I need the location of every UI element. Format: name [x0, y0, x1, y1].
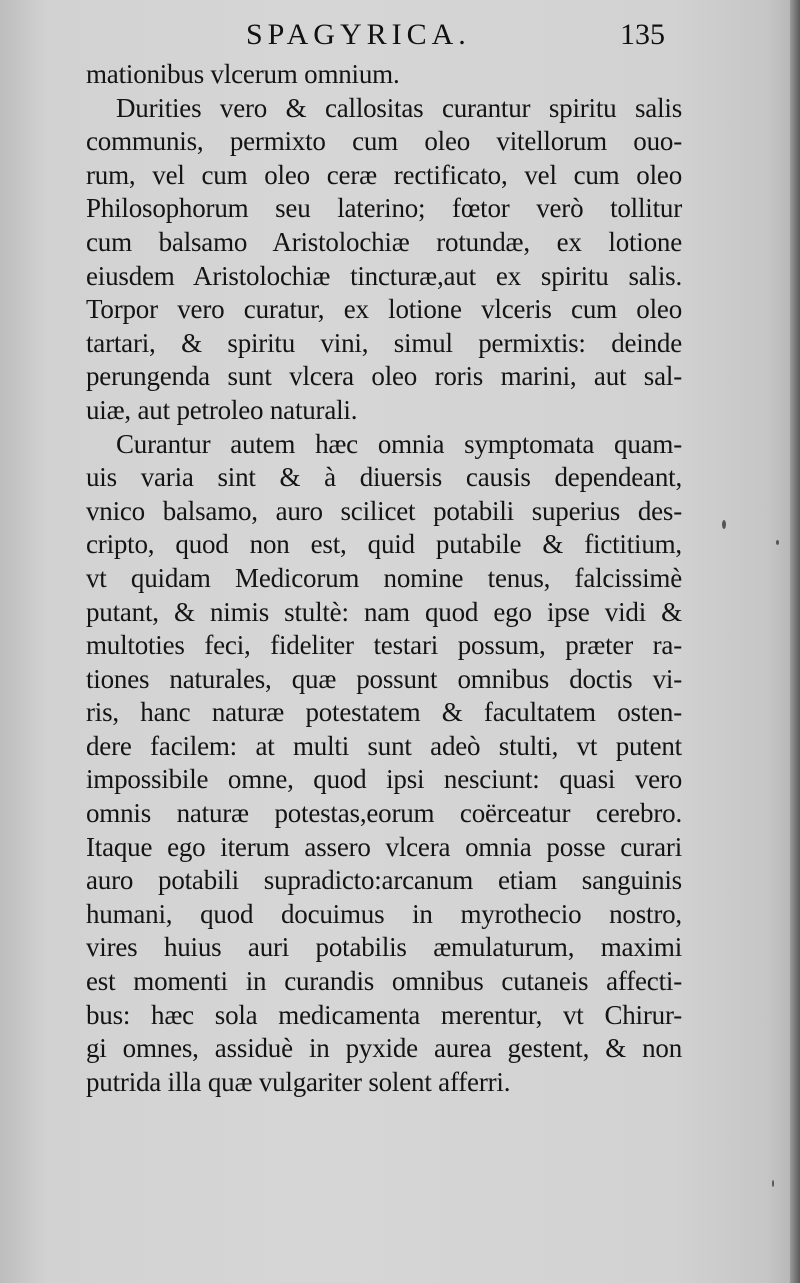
- text-line: communis, permixto cum oleo vitellorum ouo-: [86, 126, 682, 157]
- text-line: mationibus vlcerum omnium.: [86, 59, 400, 89]
- text-line: omnis naturæ potestas,eorum coërceatur cerebro.: [86, 798, 682, 829]
- text-line: putrida illa quæ vulgariter solent afferri.: [86, 1066, 511, 1097]
- text-line: vt quidam Medicorum nomine tenus, falcissimè: [86, 562, 682, 593]
- running-head-title: SPAGYRICA.: [246, 18, 471, 51]
- text-line: rum, vel cum oleo ceræ rectificato, vel cum oleo: [86, 159, 682, 190]
- text-line: putant, & nimis stultè: nam quod ego ipse vidi &: [86, 596, 682, 627]
- text-line: bus: hæc sola medicamenta merentur, vt Chirur-: [86, 999, 682, 1030]
- text-line: humani, quod docuimus in myrothecio nostro,: [86, 898, 682, 929]
- body-text: [86, 58, 682, 1099]
- ink-speck: [722, 520, 726, 529]
- text-line: Philosophorum seu laterino; fœtor verò tollitur: [86, 193, 682, 224]
- text-line: vires huius auri potabilis æmulaturum, maximi: [86, 932, 682, 963]
- text-line: auro potabili supradicto:arcanum etiam sanguinis: [86, 865, 682, 896]
- ink-speck: [772, 1180, 774, 1187]
- text-line: cum balsamo Aristolochiæ rotundæ, ex lotione: [86, 226, 682, 257]
- text-line: uiæ, aut petroleo naturali.: [86, 394, 358, 425]
- running-head: [90, 18, 690, 58]
- text-line: uis varia sint & à diuersis causis dependeant,: [86, 462, 682, 493]
- text-line: impossibile omne, quod ipsi nesciunt: quasi vero: [86, 764, 682, 795]
- text-line: Curantur autem hæc omnia symptomata quam-: [116, 428, 682, 459]
- text-line: est momenti in curandis omnibus cutaneis affecti-: [86, 966, 682, 997]
- text-line: cripto, quod non est, quid putabile & fictitium,: [86, 529, 682, 560]
- text-line: gi omnes, assiduè in pyxide aurea gestent, & non: [86, 1033, 682, 1064]
- text-line: ris, hanc naturæ potestatem & facultatem osten-: [86, 697, 682, 728]
- text-line: perungenda sunt vlcera oleo roris marini, aut sal-: [86, 361, 682, 392]
- text-line: eiusdem Aristolochiæ tincturæ,aut ex spiritu salis.: [86, 260, 682, 291]
- text-line: tiones naturales, quæ possunt omnibus doctis vi-: [86, 663, 682, 694]
- text-line: tartari, & spiritu vini, simul permixtis: deinde: [86, 327, 682, 358]
- text-line: Itaque ego iterum assero vlcera omnia posse curari: [86, 831, 682, 862]
- text-line: multoties feci, fideliter testari possum, præter ra-: [86, 630, 682, 661]
- text-line: vnico balsamo, auro scilicet potabili superius des-: [86, 495, 682, 526]
- text-line: dere facilem: at multi sunt adeò stulti, vt putent: [86, 730, 682, 761]
- text-line: Torpor vero curatur, ex lotione vlceris cum oleo: [86, 294, 682, 325]
- ink-speck: [776, 540, 779, 545]
- text-line: Durities vero & callositas curantur spiritu salis: [116, 92, 682, 123]
- page-number: 135: [620, 18, 665, 51]
- page-edge: [790, 0, 800, 1283]
